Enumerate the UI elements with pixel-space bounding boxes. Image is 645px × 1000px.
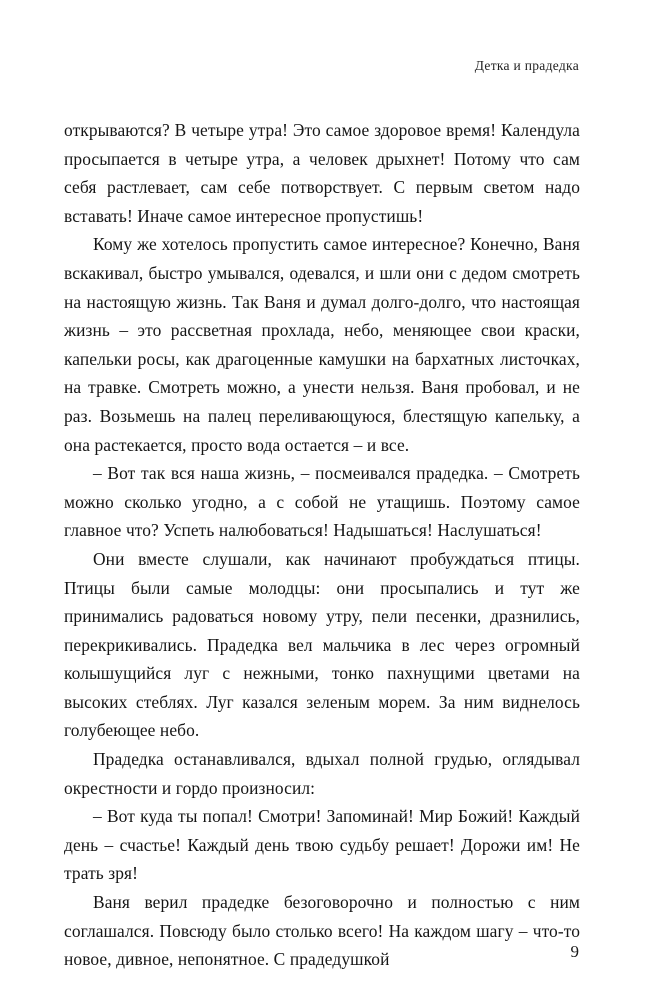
paragraph: – Вот куда ты попал! Смотри! Запоминай! Мир Божий! Каждый день – счастье! Каждый день твою судьбу решает! Дорожи им! Не трать зря! [64, 806, 580, 884]
paragraph: Кому же хотелось пропустить самое интересное? Конечно, Ваня вскакивал, быстро умывался, одевался, и шли они с дедом смотреть на настоящую жизнь. Так Ваня и думал долго-долго, что настоящая жизнь – это рассветная прохлада, небо, меняющее свои краски, капельки росы, как драгоценные камушки на бархатных листочках, на травке. Смотреть можно, а унести нельзя. Ваня пробовал, и не раз. Возьмешь на палец переливающуюся, блестящую капельку, а она растекается, просто вода остается – и все. [64, 234, 580, 455]
running-head: Детка и прадедка [474, 58, 579, 73]
paragraph: Прадедка останавливался, вдыхал полной грудью, оглядывал окрестности и гордо произносил: [64, 749, 580, 798]
paragraph: открываются? В четыре утра! Это самое здоровое время! Календула просыпается в четыре утра, а человек дрыхнет! Потому что сам себя растлевает, сам себе потворствует. С первым светом надо вставать! Иначе самое интересное пропустишь! [64, 120, 580, 226]
paragraph: Они вместе слушали, как начинают пробуждаться птицы. Птицы были самые молодцы: они просыпались и тут же принимались радоваться новому утру, пели песенки, дразнились, перекрикивались. Прадедка вел мальчика в лес через огромный колышущийся луг с нежными, тонко пахнущими цветами на высоких стеблях. Луг казался зеленым морем. За ним виднелось голубеющее небо. [64, 548, 580, 741]
paragraph: – Вот так вся наша жизнь, – посмеивался прадедка. – Смотреть можно сколько угодно, а с собой не утащишь. Поэтому самое главное что? Успеть налюбоваться! Надышаться! Наслушаться! [64, 463, 580, 541]
paragraph: Ваня верил прадедке безоговорочно и полностью с ним соглашался. Повсюду было столько всего! На каждом шагу – что-то новое, дивное, непонятное. С прадедушкой [64, 892, 580, 970]
page-number: 9 [570, 942, 579, 961]
page-body [64, 116, 580, 974]
